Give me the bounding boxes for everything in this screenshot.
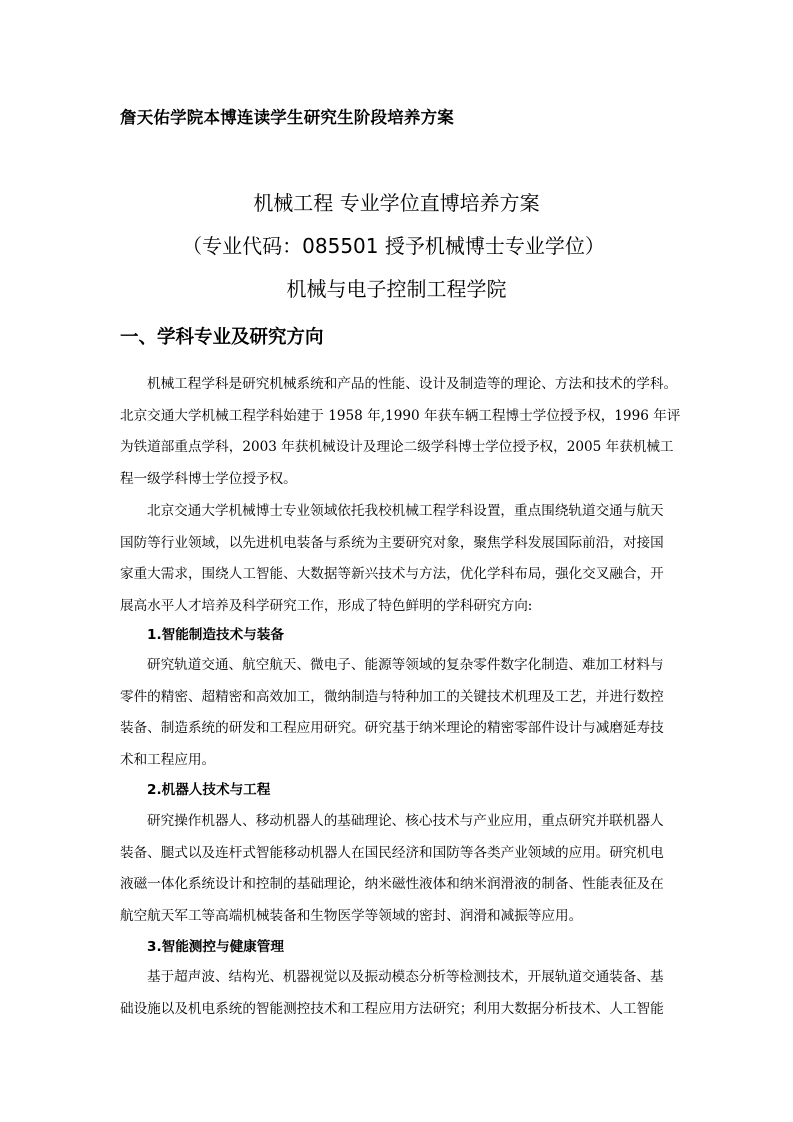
text-line: 术和工程应用。 [120,751,216,768]
paragraph-direction-1 [120,650,676,776]
direction-heading-3: 3.智能测控与健康管理 [147,939,284,955]
section-heading: 一、学科专业及研究方向 [120,327,324,348]
text-line: 基于超声波、结构光、机器视觉以及振动模态分析等检测技术，开展轨道交通装备、基 [147,969,664,985]
text-line: 航空航天军工等高端机械装备和生物医学等领域的密封、润滑和减振等应用。 [120,907,583,924]
text-line: 程一级学科博士学位授予权。 [120,470,297,487]
paragraph-doctoral-field [120,496,676,622]
text-line: 液磁一体化系统设计和控制的基础理论，纳米磁性液体和纳米润滑液的制备、性能表征及在 [120,876,664,892]
paragraph-direction-3 [120,962,676,1025]
text-line: 装备、制造系统的研发和工程应用研究。研究基于纳米理论的精密零部件设计与减磨延寿技 [120,720,664,736]
text-line: 础设施以及机电系统的智能测控技术和工程应用方法研究；利用大数据分析技术、人工智能 [120,1000,664,1017]
direction-heading-2: 2.机器人技术与工程 [147,782,271,798]
text-line: 装备、腿式以及连杆式智能移动机器人在国民经济和国防等各类产业领域的应用。研究机电 [120,844,664,861]
paragraph-direction-2 [120,806,676,932]
text-line: 北京交通大学机械博士专业领域依托我校机械工程学科设置，重点围绕轨道交通与航天 [147,503,664,519]
text-line: 北京交通大学机械工程学科始建于 1958 年,1990 年获车辆工程博士学位授予权，1996 年评 [120,407,681,424]
text-line: 机械工程学科是研究机械系统和产品的性能、设计及制造等的理论、方法和技术的学科。 [147,376,678,392]
text-line: 研究轨道交通、航空航天、微电子、能源等领域的复杂零件数字化制造、难加工材料与 [147,657,664,673]
document-header: 詹天佑学院本博连读学生研究生阶段培养方案 [120,108,454,127]
text-line: 国防等行业领域，以先进机电装备与系统为主要研究对象，聚焦学科发展国际前沿，对接国 [120,534,664,551]
text-line: 零件的精密、超精密和高效加工，微纳制造与特种加工的关键技术机理及工艺，并进行数控 [120,688,664,705]
program-code-line: （专业代码：085501 授予机械博士专业学位） [182,234,605,258]
text-line: 家重大需求，围绕人工智能、大数据等新兴技术与方法，优化学科布局，强化交叉融合，开 [120,566,664,582]
text-line: 展高水平人才培养及科学研究工作，形成了特色鲜明的学科研究方向: [120,597,533,614]
text-line: 为铁道部重点学科，2003 年获机械设计及理论二级学科博士学位授予权，2005 年获机械工 [120,439,674,455]
school-name: 机械与电子控制工程学院 [286,277,507,301]
paragraph-discipline-intro [120,369,681,495]
direction-heading-1: 1.智能制造技术与装备 [147,627,284,643]
text-line: 研究操作机器人、移动机器人的基础理论、核心技术与产业应用，重点研究并联机器人 [147,813,664,829]
program-title: 机械工程 专业学位直博培养方案 [253,191,540,215]
